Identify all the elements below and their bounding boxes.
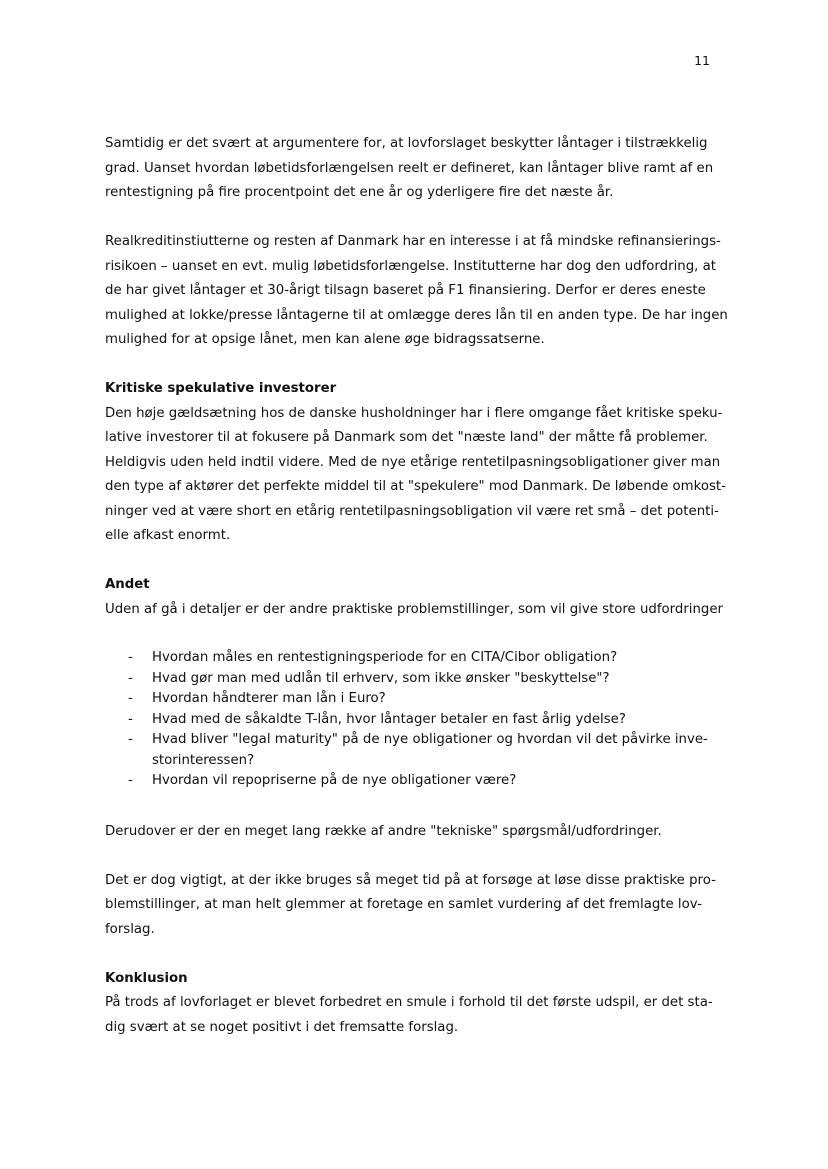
list-item-text-continued: storinteressen? [152,752,255,768]
list-item [105,730,717,771]
document-body [105,132,728,1040]
list-spacer [105,622,717,648]
list-item [105,648,717,669]
text-line: På trods af lovforlaget er blevet forbedret en smule i forhold til det første udspil, er det sta- [105,995,713,1010]
section-heading: Kritiske spekulative investorer [105,381,337,396]
paragraph-2 [105,230,728,353]
bullet-marker: - [128,711,133,727]
text-line: Heldigvis uden held indtil videre. Med de nye etårige rentetilpasningsobligationer giver man [105,454,721,470]
text-line: lative investorer til at fokusere på Danmark som det "næste land" der måtte få problemer. [105,430,708,445]
text-line: mulighed at lokke/presse låntagerne til at omlægge deres lån til en anden type. De har ingen [105,307,728,323]
section-andet [105,573,723,942]
paragraph-spacer [105,942,717,967]
text-line: risikoen – uanset en evt. mulig løbetidsforlængelse. Institutterne har dog den udfordring, at [105,258,716,274]
bullet-marker: - [128,670,133,686]
bullet-marker: - [128,650,133,665]
list-item [105,771,717,792]
text-line: Uden af gå i detaljer er der andre praktiske problemstillinger, som vil give store udfordringer [105,601,723,617]
list-item-text: Hvordan håndterer man lån i Euro? [152,691,386,706]
bullet-marker: - [128,691,133,706]
text-line: blemstillinger, at man helt glemmer at foretage en samlet vurdering af det fremlagte lov- [105,897,703,912]
paragraph-spacer [105,549,717,574]
section-heading: Konklusion [105,970,188,986]
text-line: dig svært at se noget positivt i det fremsatte forslag. [105,1019,459,1035]
list-item-text: Hvad bliver "legal maturity" på de nye obligationer og hvordan vil det påvirke inve- [152,732,708,747]
text-line: Det er dog vigtigt, at der ikke bruges så meget tid på at forsøge at løse disse praktiske pro- [105,872,716,888]
list-item-text: Hvad med de såkaldte T-lån, hvor låntager betaler en fast årlig ydelse? [152,711,626,727]
list-item-text: Hvordan vil repopriserne på de nye obligationer være? [152,773,517,788]
list-item [105,689,717,710]
list-item [105,710,717,731]
paragraph-spacer [105,353,717,378]
bullet-list [105,648,717,792]
paragraph-1 [105,132,717,206]
text-line: elle afkast enormt. [105,528,231,543]
text-line: Samtidig er det svært at argumentere for, at lovforslaget beskytter låntager i tilstrækkelig [105,136,708,151]
text-line: Den høje gældsætning hos de danske husholdninger har i flere omgange fået kritiske speku- [105,405,723,421]
list-spacer [105,792,717,820]
text-line: Derudover er der en meget lang række af andre "tekniske" spørgsmål/udfordringer. [105,823,662,839]
list-item [105,669,717,690]
paragraph-spacer [105,206,717,231]
text-line: den type af aktører det perfekte middel til at "spekulere" mod Danmark. De løbende omkost- [105,479,726,494]
section-heading: Andet [105,577,150,592]
bullet-marker: - [128,773,133,788]
text-line: rentestigning på fire procentpoint det ene år og yderligere fire det næste år. [105,185,614,200]
list-item-text: Hvordan måles en rentestigningsperiode for en CITA/Cibor obligation? [152,650,618,665]
paragraph-spacer [105,844,717,869]
text-line: ninger ved at være short en etårig rentetilpasningsobligation vil være ret små – det potenti- [105,503,719,519]
page-number: 11 [694,53,710,68]
text-line: mulighed for at opsige lånet, men kan alene øge bidragssatserne. [105,332,545,347]
text-line: de har givet låntager et 30-årigt tilsagn baseret på F1 finansiering. Derfor er deres eneste [105,283,706,298]
section-kritiske-spekulative-investorer [105,377,726,549]
section-konklusion [105,967,717,1041]
list-item-text: Hvad gør man med udlån til erhverv, som ikke ønsker "beskyttelse"? [152,670,610,686]
text-line: forslag. [105,921,155,937]
text-line: grad. Uanset hvordan løbetidsforlængelsen reelt er defineret, kan låntager blive ramt af en [105,160,714,176]
text-line: Realkreditinstiutterne og resten af Danmark har en interesse i at få mindske refinansierings- [105,234,721,249]
bullet-marker: - [128,732,133,747]
